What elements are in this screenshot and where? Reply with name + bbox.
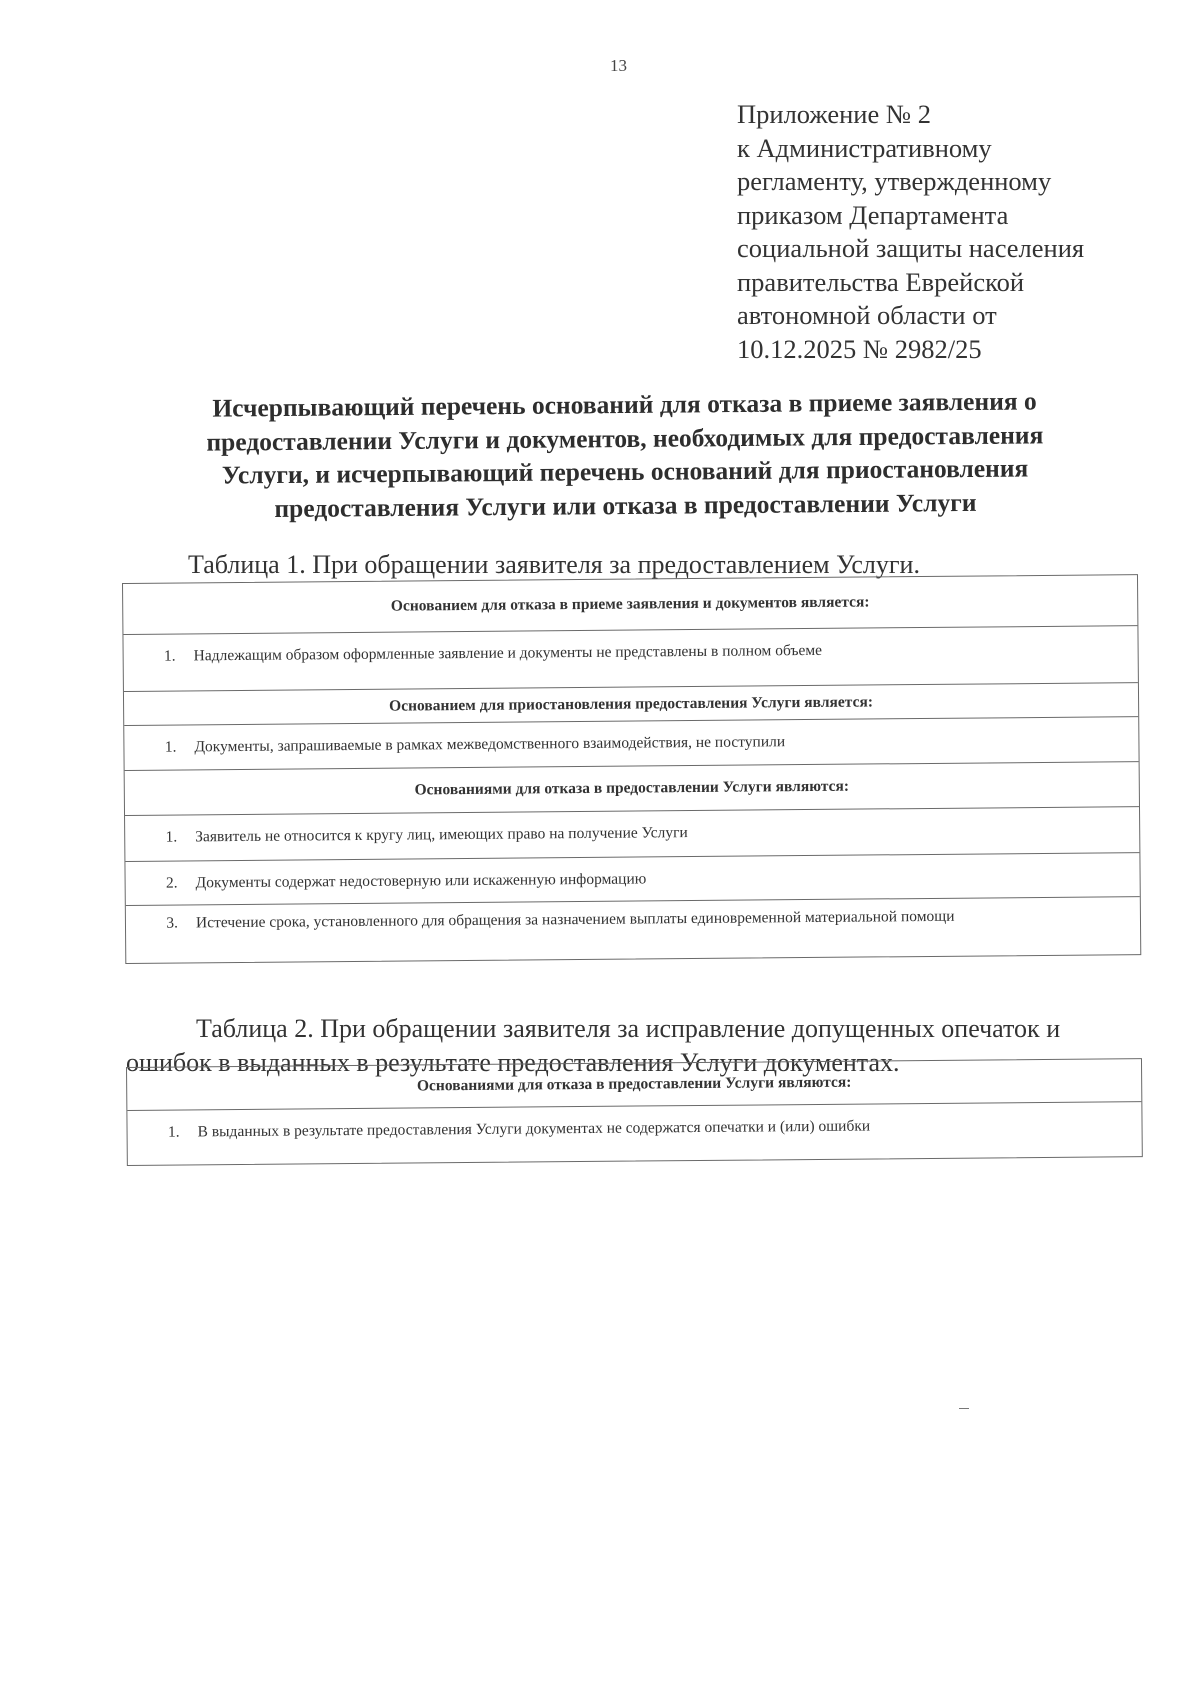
scan-mark — [959, 1408, 969, 1409]
table-section-header: Основанием для отказа в приеме заявления и документов является: — [123, 575, 1137, 635]
appendix-line: Приложение № 2 — [737, 99, 932, 129]
table-section-header: Основаниями для отказа в предоставлении Услуги являются: — [125, 762, 1139, 816]
appendix-line: регламенту, утвержденному — [737, 166, 1052, 196]
title-line: Исчерпывающий перечень оснований для отказа в приеме заявления о — [212, 386, 1037, 423]
appendix-line: социальной защиты населения — [737, 233, 1085, 263]
table-row — [126, 897, 1140, 963]
page-number: 13 — [610, 56, 627, 75]
appendix-line: приказом Департамента — [737, 199, 1009, 230]
row-number: 1. — [164, 738, 177, 756]
title-line: предоставления Услуги или отказа в предоставлении Услуги — [274, 487, 977, 523]
table-row — [127, 1102, 1141, 1165]
row-number: 2. — [165, 874, 178, 892]
row-text: Документы, запрашиваемые в рамках межведомственного взаимодействия, не поступили — [194, 733, 786, 756]
row-text: Заявитель не относится к кругу лиц, имеющих право на получение Услуги — [195, 824, 688, 846]
row-number: 1. — [165, 828, 178, 846]
table-2 — [126, 1058, 1143, 1166]
appendix-line: автономной области от — [737, 300, 997, 330]
title-line: предоставлении Услуги и документов, необходимых для предоставления — [206, 419, 1044, 457]
appendix-line: правительства Еврейской — [737, 266, 1025, 297]
row-text: Документы содержат недостоверную или искаженную информацию — [195, 870, 647, 892]
row-number: 1. — [163, 647, 176, 665]
table-1 — [122, 574, 1141, 964]
document-title — [149, 384, 1100, 526]
appendix-block — [737, 98, 1157, 366]
row-number: 1. — [167, 1123, 180, 1141]
appendix-line: к Административному — [737, 132, 992, 163]
row-text: Истечение срока, установленного для обращения за назначением выплаты единовременной материальной помощи — [195, 907, 955, 932]
title-line: Услуги, и исчерпывающий перечень оснований для приостановления — [221, 453, 1029, 490]
caption-line: ошибок в выданных в результате предоставления Услуги документах. — [126, 1048, 900, 1077]
table-section-header: Основанием для приостановления предоставления Услуги является: — [124, 683, 1138, 726]
table-row — [123, 626, 1137, 692]
table-1-caption: Таблица 1. При обращении заявителя за предоставлением Услуги. — [188, 550, 920, 579]
row-number: 3. — [166, 914, 179, 932]
row-text: Надлежащим образом оформленные заявление и документы не представлены в полном объеме — [193, 641, 823, 665]
appendix-line: 10.12.2025 № 2982/25 — [737, 333, 982, 364]
table-section-header: Основаниями для отказа в предоставлении Услуги являются: — [127, 1059, 1141, 1111]
row-text: В выданных в результате предоставления Услуги документах не содержатся опечатки и (или) ошибки — [197, 1117, 871, 1141]
caption-line: Таблица 2. При обращении заявителя за исправление допущенных опечаток и — [196, 1014, 1061, 1043]
